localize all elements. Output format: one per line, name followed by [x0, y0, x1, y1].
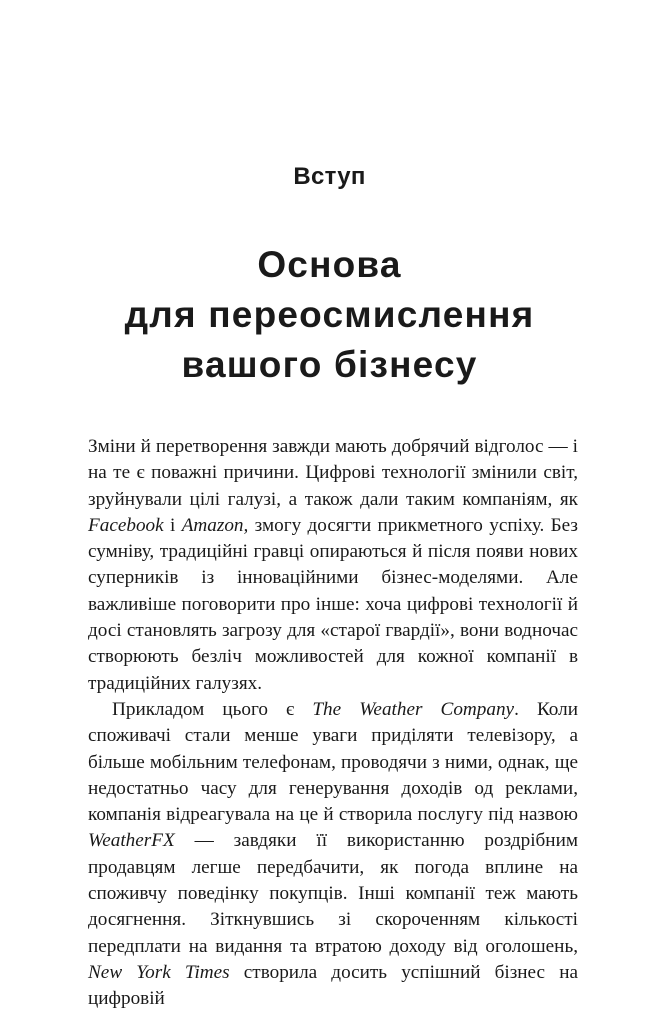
- text-run: Прикладом цього є: [112, 698, 313, 720]
- paragraph-1: [88, 434, 578, 697]
- paragraph-2: [88, 697, 578, 1013]
- italic-run: WeatherFX: [88, 830, 175, 852]
- italic-run: New York Times: [88, 961, 230, 983]
- text-run: — завдяки її використанню роздрібним продавцям легше передбачити, як погода вплине на споживчу поведінку покупців. Інші компанії теж мають досягнення. Зіткнувшись зі скороченням кількості передплати на видання та втратою доходу від оголошень,: [88, 830, 578, 957]
- text-run: змогу досягти прикметного успіху. Без сумніву, традиційні гравці опираються й після появи нових суперників із інноваційними бізнес-моделями. Але важливіше поговорити про інше: хоча цифрові технології й досі становлять загрозу для «старої гвардії», вони водночас створюють безліч можливостей для кожної компанії в традиційних галузях.: [88, 514, 578, 694]
- chapter-title: [0, 240, 659, 390]
- italic-run: The Weather Company: [312, 698, 515, 720]
- text-run: Зміни й перетворення завжди мають добрячий відголос — і на те є поважні причини. Цифрові технології змінили світ, зруйнували цілі галузі, а також дали таким компаніям, як: [88, 436, 578, 510]
- chapter-title-line: Основа: [257, 244, 402, 285]
- body-text: [88, 434, 578, 1013]
- text-run: створила досить успішний бізнес на цифровій: [88, 961, 578, 1010]
- chapter-title-line: для переосмислення: [124, 294, 535, 335]
- italic-run: Amazon,: [181, 514, 249, 536]
- text-run: . Коли споживачі стали менше уваги приділяти телевізору, а більше мобільним телефонам, проводячи з ними, однак, ще недостатньо часу для генерування доходів од реклами, компанія відреагувала на це й створила послугу під назвою: [88, 698, 578, 826]
- chapter-label: Вступ: [293, 163, 366, 190]
- chapter-title-line: вашого бізнесу: [181, 344, 478, 385]
- italic-run: Facebook: [88, 514, 164, 536]
- text-run: і: [163, 514, 182, 536]
